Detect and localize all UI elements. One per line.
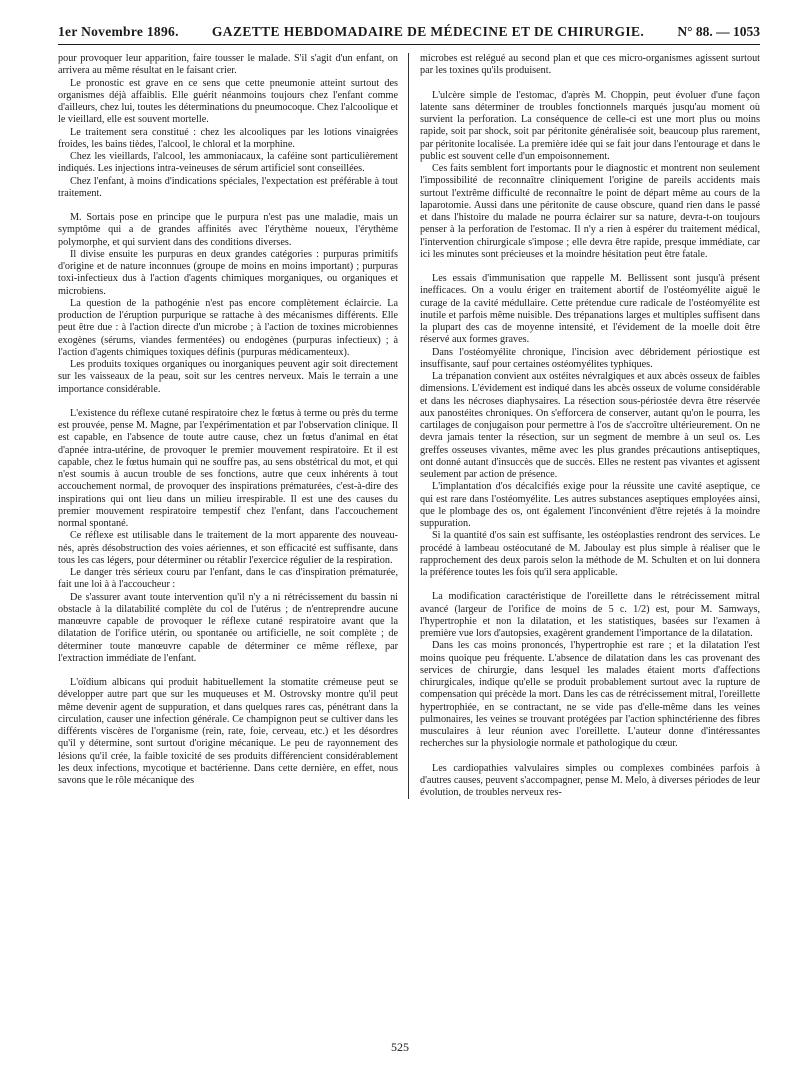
paragraph: Les essais d'immunisation que rappelle M. Bellissent sont jusqu'à présent inefficaces. On a voulu ériger en traitement abortif de l'ostéomyélite aiguë le curage de la cavité médullaire. Cette prétendue cure radicale de l'ostéomyélite est inutile et parfois même nuisible. Des trépanations larges et multiples suffisent dans la plupart des cas de moyenne intensité, et l'évidement de la moelle doit être réservé aux formes graves. [420,273,760,346]
paragraph: microbes est relégué au second plan et que ces micro-organismes agissent surtout par les toxines qu'ils produisent. [420,53,760,77]
header-title: GAZETTE HEBDOMADAIRE DE MÉDECINE ET DE CHIRURGIE. [211,24,645,39]
section-gap [420,751,760,763]
left-column [58,53,398,799]
paragraph: Les produits toxiques organiques ou inorganiques peuvent agir soit directement sur les vaisseaux de la peau, soit sur les centres nerveux. Mais le terrain a une importance considérable. [58,359,398,395]
text-columns [58,53,760,799]
page-folio: 525 [391,1040,409,1054]
paragraph: Ces faits semblent fort importants pour le diagnostic et montrent non seulement l'impossibilité de reconnaître cliniquement l'origine de pareils accidents mais surtout l'extrême difficulté de reconnaître le point de départ même au cours de la laparotomie. Aussi dans une péritonite de cause obscure, quand rien dans le passé et dans l'histoire du malade ne pourra éclairer sur sa nature, devra-t-on toujours penser à la perforation de l'estomac. Il n'y a rien à espérer du traitement médical, l'intervention chirurgicale s'impose ; elle devra être rapide, presque immédiate, car ici les minutes sont précieuses et la moindre hésitation peut être fatale. [420,163,760,260]
paragraph: Dans l'ostéomyélite chronique, l'incision avec débridement périostique est insuffisante, sauf pour certaines ostéomyélites typhiques. [420,346,760,370]
header-issue-number: N° 88. — 1053 [677,24,760,39]
paragraph: Dans les cas moins prononcés, l'hypertrophie est rare ; et la dilatation l'est moins quoique peu fréquente. L'absence de dilatation dans les cas provenant des services de chirurgie, dans lesquel les malades étaient morts d'affections chirurgicales, indique qu'elle se produit probablement surtout avec la rupture de compensation qui précède la mort. Dans les cas de rétrécissement mitral, l'oreillette hypertrophiée, en se contractant, ne se vide pas d'elle-même dans les veines pulmonaires, les veines se trouvant protégées par l'action sphinctérienne des fibres musculaires à leur réunion avec l'oreillette. L'auteur donne d'intéressantes recherches sur la physiologie normale et pathologique du cœur. [420,640,760,750]
section-gap [58,396,398,408]
paragraph: Le traitement sera constitué : chez les alcooliques par les lotions vinaigrées froides, les bains tièdes, l'alcool, le chloral et la morphine. [58,126,398,150]
section-gap [420,78,760,90]
paragraph: Chez l'enfant, à moins d'indications spéciales, l'expectation est préférable à tout traitement. [58,175,398,199]
section-gap [58,200,398,212]
paragraph: Chez les vieillards, l'alcool, les ammoniacaux, la caféine sont particulièrement indiqués. Les injections intra-veineuses de sérum artificiel sont conseillées. [58,151,398,175]
paragraph: L'implantation d'os décalcifiés exige pour la réussite une cavité aseptique, ce qui est rare dans l'ostéomyélite. Les autres substances aseptiques employées ainsi, que le plombage des os, ont également l'inconvénient d'être rejetés à la moindre suppuration. [420,481,760,529]
paragraph: De s'assurer avant toute intervention qu'il n'y a ni rétrécissement du bassin ni obstacle à la dilatabilité complète du col de l'utérus ; de n'entreprendre aucune manœuvre capable de provoquer le réflexe cutané respiratoire avant que la dilatation de l'orifice utérin, ou spontanée ou artificielle, ne soit complète ; de déterminer toute manœuvre capable de déterminer ce même réflexe, par l'extraction immédiate de l'enfant. [58,591,398,664]
column-rule [408,53,409,799]
paragraph: La trépanation convient aux ostéites névralgiques et aux abcès osseux de faibles dimensions. L'évidement est indiqué dans les abcès osseux de volume considérable et dans les nécroses diaphysaires. La résection sous-périostée devra être réservée aux panostéites chroniques. On s'efforcera de conserver, autant qu'on le pourra, les cartilages de conjugaison pour permettre à l'os de s'accroître ultérieurement. On ne devra jamais tenter la résection, sur un segment de membre à un seul os. Les greffes osseuses vivantes, même avec les plus grandes précautions antiseptiques, ont donné autant d'insuccès que de succès. Elles ne restent pas vivantes et agissent seulement par action de présence. [420,371,760,480]
paragraph: Il divise ensuite les purpuras en deux grandes catégories : purpuras primitifs d'origine et de nature inconnues (groupe de moins en moins important) ; purpuras toxi-infectieux dus à l'action d'agents chimiques morganiques, ou organiques et microbiens. [58,248,398,297]
section-gap [420,579,760,591]
header-date: 1er Novembre 1896. [58,24,179,39]
paragraph: Les cardiopathies valvulaires simples ou complexes combinées parfois à d'autres causes, peuvent s'accompagner, pense M. Melo, à diverses périodes de leur évolution, de troubles nerveux res- [420,762,760,798]
section-gap [420,261,760,273]
paragraph: pour provoquer leur apparition, faire tousser le malade. S'il s'agit d'un enfant, on arrivera au même résultat en le faisant crier. [58,53,398,77]
paragraph: Ce réflexe est utilisable dans le traitement de la mort apparente des nouveau-nés, après désobstruction des voies aériennes, et son efficacité est suffisante, dans tous les cas légers, pour déterminer ou rétablir l'exercice régulier de la respiration. [58,530,398,566]
paragraph: La question de la pathogénie n'est pas encore complètement éclaircie. La production de l'éruption purpurique se rattache à des mécanismes différents. Elle peut être due : à l'action directe d'un microbe ; à l'action de toxines microbiennes exogènes (sérums, viandes fermentées) ou endogènes (purpuras infectieux) ; à l'action d'agents chimiques toxiques définis (purpuras médicamenteux). [58,297,398,358]
paragraph: L'oïdium albicans qui produit habituellement la stomatite crémeuse peut se développer autre part que sur les muqueuses et M. Ostrovsky montre qu'il peut même devenir agent de suppuration, et dans quelques rares cas, pénétrant dans la circulation, causer une infection générale. Ce champignon peut se cultiver dans les différents viscères de l'organisme (rein, rate, foie, cerveau, etc.) et les désordres qu'il y détermine, sont surtout d'origine mécanique. Le peu de rayonnement des lésions qu'il crée, la faible toxicité de ses produits différencient considérablement les deux infections, mycotique et bactérienne. Dans cette dernière, en effet, nous savons que le rôle mécanique des [58,677,398,786]
paragraph: Le pronostic est grave en ce sens que cette pneumonie atteint surtout des organismes déjà affaiblis. Elle guérit néanmoins toujours chez l'enfant comme d'ailleurs, chez lui, toutes les déterminations du pneumocoque. Chez l'alcoolique et le vieillard, elle est souvent mortelle. [58,77,398,126]
paragraph: La modification caractéristique de l'oreillette dans le rétrécissement mitral avancé (largeur de l'orifice de moins de 5 c. 1/2) est, pour M. Samways, l'hypertrophie et non la dilatation, et les statistiques, basées sur l'examen à première vue lors d'autopsies, exagèrent grandement l'importance de la dilatation. [420,591,760,639]
paragraph: Le danger très sérieux couru par l'enfant, dans le cas d'inspiration prématurée, fait une loi à à l'accoucheur : [58,567,398,591]
running-header [58,24,760,45]
paragraph: L'ulcère simple de l'estomac, d'après M. Choppin, peut évoluer d'une façon latente sans déterminer de troubles fonctionnels marqués jusqu'au moment où survient la perforation. La conséquence de celle-ci est une mort plus ou moins rapide, soit par shock, soit par péritonite généralisée soit, beaucoup plus rarement, par péritonite localisée. La première idée qui se fait jour dans l'entourage et dans le public est souvent celle d'un empoisonnement. [420,89,760,162]
paragraph: M. Sortais pose en principe que le purpura n'est pas une maladie, mais un symptôme qui a de grandes affinités avec l'érythème noueux, l'érythème polymorphe, et qui survient dans des conditions diverses. [58,212,398,248]
section-gap [58,665,398,677]
right-column [420,53,760,799]
paragraph: L'existence du réflexe cutané respiratoire chez le fœtus à terme ou près du terme est prouvée, pense M. Magne, par l'expérimentation et par l'observation clinique. Il est capable, en l'absence de toute autre cause, chez un fœtus d'animal en état d'apnée intra-utérine, de provoquer le premier mouvement respiratoire. Et il est capable, chez le fœtus humain qui ne souffre pas, au sens obstétrical du mot, et qui n'est soumis à aucun trouble de ses fonctions, autre que ceux inhérents à tout accouchement normal, de provoquer des inspirations prématurées, c'est-à-dire des inspirations qui ont lieu dans un milieu irrespirable. Il est une des causes du premier mouvement respiratoire tempestif chez l'enfant, dans l'accouchement normal spontané. [58,407,398,529]
paragraph: Si la quantité d'os sain est suffisante, les ostéoplasties rendront des services. Le procédé à lambeau ostéocutané de M. Jaboulay est plus simple à réaliser que le rapprochement des deux parois selon la méthode de M. Schulten et on lui donnera la préférence toutes les fois qu'il sera applicable. [420,530,760,578]
